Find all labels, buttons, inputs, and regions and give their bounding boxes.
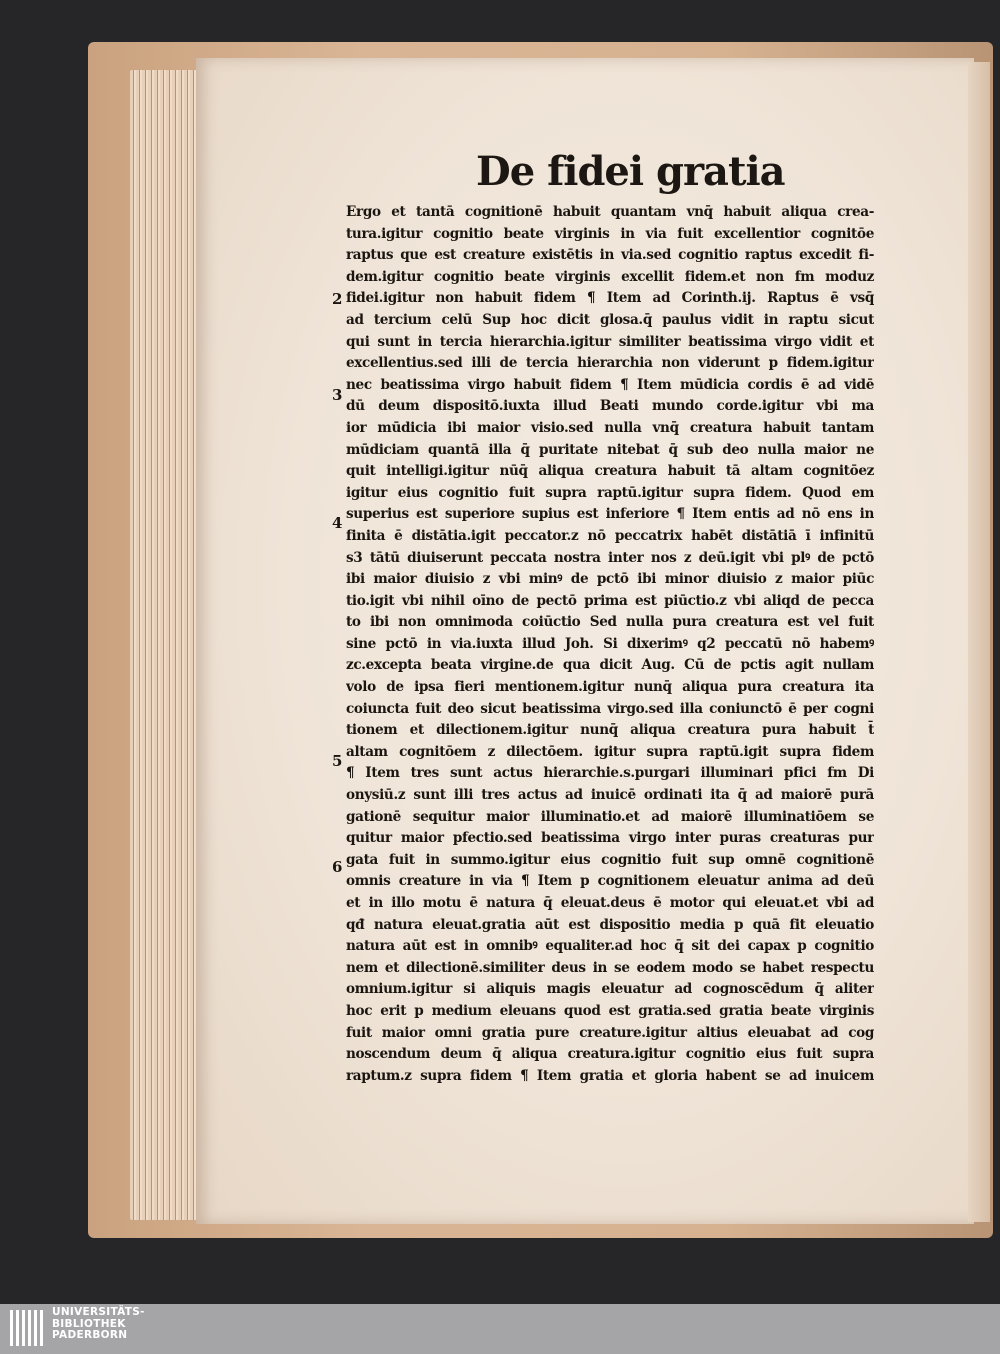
text-line: dem.igitur cognitio beate virginis excellit fidem.et non fm moduz (346, 268, 874, 285)
text-line: et in illo motu ē natura q̄ eleuat.deus ē motor qui eleuat.et vbi ad (346, 895, 874, 911)
library-logo-line: UNIVERSITÄTS- (52, 1306, 145, 1318)
text-line: coiuncta fuit deo sicut beatissima virgo.sed illa coniunctō ē per cogni (346, 700, 874, 717)
marginal-number: 6 (332, 858, 343, 876)
text-line: s3 tātū diuiserunt peccata nostra inter nos z deū.igit vbi plꝰ de pctō (346, 549, 874, 566)
text-line: ad tercium celū Sup hoc dicit glosa.q̄ paulus vidit in raptu sicut (346, 311, 874, 328)
text-line: fuit maior omni gratia pure creature.igitur altius eleuabat ad cog (346, 1024, 874, 1041)
text-line: hoc erit p medium eleuans quod est gratia.sed gratia beate virginis (346, 1002, 874, 1019)
text-line: raptus que est creature existētis in via.sed cognitio raptus excedit fi- (346, 247, 874, 264)
text-line: tionem et dilectionem.igitur nunq̄ aliqua creatura pura habuit t̄ (346, 722, 874, 739)
text-line: gationē sequitur maior illuminatio.et ad maiorē illuminatiōem se (346, 808, 874, 825)
footer-band (0, 1304, 1000, 1354)
text-line: qđ natura eleuat.gratia aūt est dispositio media p quā fit eleuatio (346, 916, 874, 933)
text-line: zc.excepta beata virgine.de qua dicit Aug. Cū de pctis agit nullam (346, 657, 874, 674)
text-line: noscendum deum q̄ aliqua creatura.igitur cognitio eius fuit supra (346, 1046, 874, 1063)
marginal-number: 5 (332, 752, 343, 770)
text-line: nem et dilectionē.similiter deus in se eodem modo se habet respectu (346, 959, 874, 976)
marginal-number: 3 (332, 386, 343, 404)
text-line: natura aūt est in omnibꝰ equaliter.ad hoc q̄ sit dei capax p cognitio (346, 938, 874, 955)
text-line: finita ē distātia.igit peccator.z nō peccatrix habēt distātiā ī infinitū (346, 527, 874, 544)
page-heading: De fidei gratia (476, 148, 785, 195)
text-line: qui sunt in tercia hierarchia.igitur similiter beatissima virgo vidit et (346, 333, 874, 350)
text-line: dū deum dispositō.iuxta illud Beati mundo corde.igitur vbi ma (346, 398, 874, 415)
text-line: excellentius.sed illi de tercia hierarchia non viderunt p fidem.igitur (346, 355, 874, 372)
library-logo-icon (6, 1306, 46, 1350)
text-line: omnium.igitur si aliquis magis eleuatur ad cognoscēdum q̄ aliter (346, 981, 874, 998)
text-line: superius est superiore supius est inferiore ¶ Item entis ad nō ens in (346, 506, 874, 523)
text-line: sine pctō in via.iuxta illud Joh. Si dixerimꝰ q2 peccatū nō habemꝰ (346, 635, 874, 652)
text-line: tura.igitur cognitio beate virginis in via fuit excellentior cognitōe (346, 225, 874, 242)
library-logo-text (52, 1307, 145, 1342)
page-edges (130, 70, 200, 1220)
text-line: raptum.z supra fidem ¶ Item gratia et gloria habent se ad inuicem (346, 1067, 874, 1084)
library-logo-line: PADERBORN (52, 1329, 128, 1341)
text-column (346, 202, 874, 1087)
text-line: altam cognitōem z dilectōem. igitur supra raptū.igit supra fidem (346, 743, 874, 760)
text-line: volo de ipsa fieri mentionem.igitur nunq̄ aliqua pura creatura ita (346, 679, 874, 696)
text-line: quitur maior pfectio.sed beatissima virgo inter puras creaturas pur (346, 830, 874, 847)
text-line: fidei.igitur non habuit fidem ¶ Item ad Corinth.ij. Raptus ē vsq̄ (346, 290, 874, 307)
page-gutter-right (968, 62, 990, 1222)
text-line: gata fuit in summo.igitur eius cognitio fuit sup omnē cognitionē (346, 851, 874, 868)
text-line: omnis creature in via ¶ Item p cognitionem eleuatur anima ad deū (346, 873, 874, 890)
text-line: ¶ Item tres sunt actus hierarchie.s.purgari illuminari pfici fm Di (346, 765, 874, 782)
text-line: igitur eius cognitio fuit supra raptū.igitur supra fidem. Quod em (346, 484, 874, 501)
text-line: nec beatissima virgo habuit fidem ¶ Item mūdicia cordis ē ad vidē (346, 376, 874, 393)
text-line: Ergo et tantā cognitionē habuit quantam vnq̄ habuit aliqua crea- (346, 204, 874, 220)
text-line: ibi maior diuisio z vbi minꝰ de pctō ibi minor diuisio z maior piūc (346, 571, 874, 588)
text-line: ior mūdicia ibi maior visio.sed nulla vnq̄ creatura habuit tantam (346, 419, 874, 436)
text-line: quit intelligi.igitur nūq̄ aliqua creatura habuit tā altam cognitōez (346, 463, 874, 480)
text-line: mūdiciam quantā illa q̄ puritate nitebat q̄ sub deo nulla maior ne (346, 441, 874, 458)
marginal-number: 4 (332, 514, 343, 532)
library-logo-line: BIBLIOTHEK (52, 1317, 126, 1330)
text-line: onysiū.z sunt illi tres actus ad inuicē ordinati ita q̄ ad maiorē purā (346, 787, 874, 804)
marginal-number: 2 (332, 290, 343, 308)
text-line: to ibi non omnimoda coiūctio Sed nulla pura creatura est vel fuit (346, 614, 874, 631)
text-line: tio.igit vbi nihil oīno de pectō prima est piūctio.z vbi aliqd de pecca (346, 592, 874, 609)
